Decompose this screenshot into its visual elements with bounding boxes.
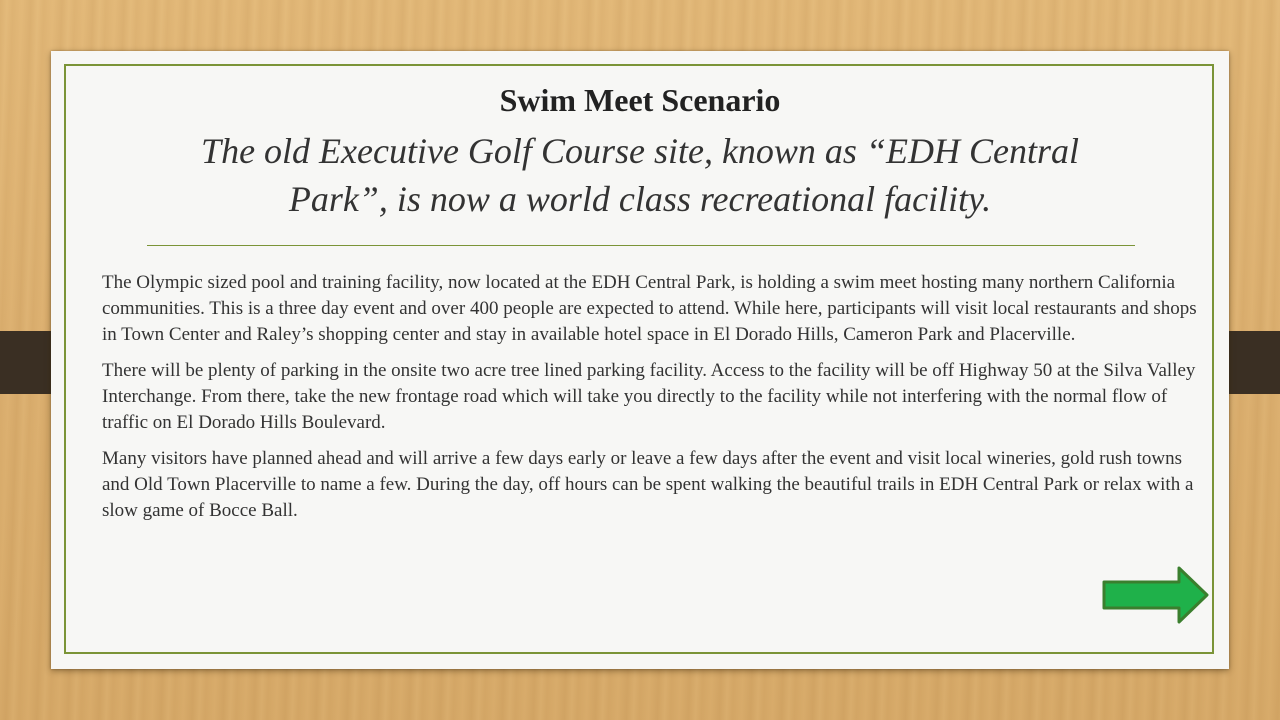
slide-title: Swim Meet Scenario xyxy=(499,82,781,118)
right-arrow-icon xyxy=(1101,566,1211,624)
body-paragraph: There will be plenty of parking in the onsite two acre tree lined parking facility. Access to the facility will be off Highway 50 at the Silva Valley Interchange. From there, take the new frontage road which will take you directly to the facility while not interfering with the normal flow of traffic on El Dorado Hills Boulevard. xyxy=(102,360,1196,433)
body-paragraph: Many visitors have planned ahead and will arrive a few days early or leave a few days after the event and visit local wineries, gold rush towns and Old Town Placerville to name a few. During the day, off hours can be spent walking the beautiful trails in EDH Central Park or relax with a slow game of Bocce Ball. xyxy=(102,448,1194,521)
body-paragraph: The Olympic sized pool and training facility, now located at the EDH Central Park, is holding a swim meet hosting many northern California communities. This is a three day event and over 400 people are expected to attend. While here, participants will visit local restaurants and shops in Town Center and Raley’s shopping center and stay in available hotel space in El Dorado Hills, Cameron Park and Placerville. xyxy=(102,272,1197,345)
slide-subtitle: The old Executive Golf Course site, known as “EDH Central Park”, is now a world class recreational facility. xyxy=(201,131,1079,219)
slide-card xyxy=(51,51,1229,669)
next-slide-button[interactable] xyxy=(1101,566,1211,624)
title-divider xyxy=(147,245,1135,246)
slide-body xyxy=(102,270,1212,534)
